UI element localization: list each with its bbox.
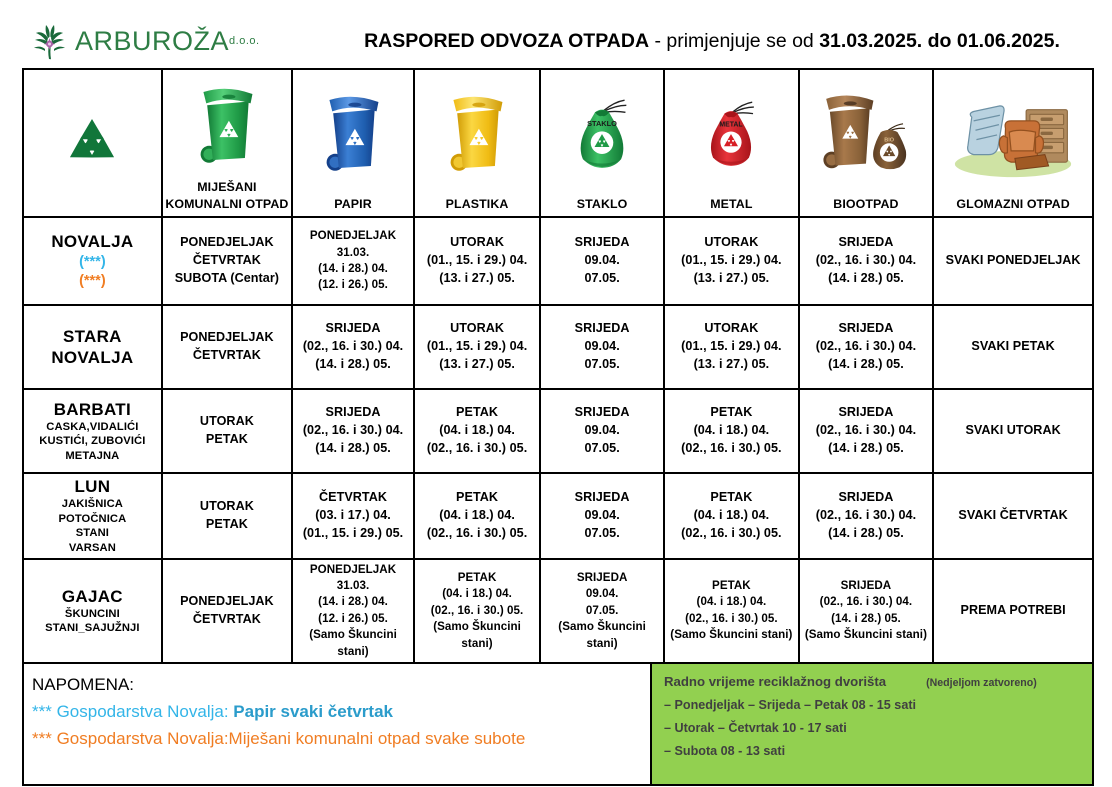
schedule-line: (02., 16. i 30.) 04. [815,339,917,354]
schedule-line: UTORAK [199,414,254,429]
schedule-cell-metal [664,559,799,664]
company-suffix: d.o.o. [229,35,260,47]
napomena-box [22,664,652,786]
napomena-blue-bold: Papir svaki četvrtak [233,701,393,721]
schedule-cell-metal [664,217,799,305]
location-cell [23,559,162,664]
header-label-mijesani: MIJEŠANI [197,179,257,194]
schedule-cell-biootpad [799,389,934,473]
schedule-line: (04. i 18.) 04. [439,507,515,522]
location-name: BARBATI [53,399,132,419]
schedule-line: (02., 16. i 30.) 04. [815,423,917,438]
schedule-line: (12. i 26.) 05. [318,278,388,292]
schedule-line: 31.03. [336,578,370,592]
schedule-line: SVAKI ČETVRTAK [958,507,1068,522]
schedule-line: (14. i 28.) 04. [318,262,388,275]
schedule-line: (01., 15. i 29.) 04. [681,339,782,354]
location-sublocation: VARSAN [68,541,116,554]
recycle-icon [26,74,159,212]
schedule-line: (Samo Škuncini stani) [804,628,927,642]
schedule-line: 07.05. [584,525,620,540]
schedule-cell-papir [292,389,414,473]
location-name: NOVALJA [51,348,134,367]
schedule-line: PREMA POTREBI [960,602,1066,617]
schedule-line: 09.04. [584,339,620,354]
location-sublocation: METAJNA [65,449,120,462]
plant-flower-logo-icon [26,18,72,64]
schedule-line: (02., 16. i 30.) 04. [819,595,913,609]
table-row [23,305,1093,389]
hours-title: Radno vrijeme reciklažnog dvorišta [664,674,887,690]
schedule-line: (04. i 18.) 04. [696,595,767,609]
schedule-line: PETAK [205,516,248,531]
schedule-line: PONEDJELJAK [309,562,397,576]
brown-wheelie-bin-icon [802,74,931,195]
schedule-line: (12. i 26.) 05. [318,611,388,625]
yellow-wheelie-bin-icon [417,74,537,195]
red-waste-bag-icon [667,74,796,195]
schedule-line: (02., 16. i 30.) 05. [430,603,524,617]
schedule-cell-papir [292,217,414,305]
schedule-line: SRIJEDA [574,235,630,250]
title-main: RASPORED ODVOZA OTPADA [364,29,650,52]
location-name: LUN [74,477,111,496]
page-header [0,0,1112,68]
date-join: do [922,29,957,52]
location-sublocation: STANI [75,527,109,540]
schedule-line: 07.05. [584,440,620,455]
schedule-cell-glomazni [933,305,1093,389]
schedule-line: (04. i 18.) 04. [693,423,770,438]
schedule-line: (13. i 27.) 05. [693,356,770,371]
schedule-cell-glomazni [933,473,1093,559]
schedule-cell-papir [292,305,414,389]
schedule-line: SRIJEDA [325,405,381,420]
location-sublocation: JAKIŠNICA POTOČNICA [58,498,127,525]
schedule-line: SRIJEDA [838,235,894,250]
schedule-line: 07.05. [584,356,620,371]
recycling-yard-hours-box [652,664,1094,786]
schedule-cell-papir [292,473,414,559]
schedule-line: (14. i 28.) 05. [828,440,904,455]
schedule-cell-staklo [540,389,664,473]
schedule-line: UTORAK [704,321,759,336]
schedule-line: (13. i 27.) 05. [439,356,515,371]
bulky-waste-furniture-icon [936,74,1090,195]
schedule-line: SVAKI UTORAK [965,423,1061,438]
hours-line-2: – Utorak – Četvrtak 10 - 17 sati [664,721,847,736]
schedule-cell-mijesani [162,389,292,473]
schedule-table [22,68,1094,664]
schedule-line: (14. i 28.) 05. [315,356,391,371]
location-sublocation: ŠKUNCINI [64,607,120,620]
schedule-line: 09.04. [584,507,620,522]
header-cell-metal [664,69,799,217]
schedule-line: SVAKI PONEDJELJAK [945,253,1081,268]
location-name: GAJAC [61,586,123,606]
schedule-cell-mijesani [162,305,292,389]
schedule-line: 07.05. [585,603,619,617]
schedule-line: (14. i 28.) 04. [318,595,388,609]
napomena-blue-prefix: *** Gospodarstva Novalja: [32,701,234,721]
table-row [23,217,1093,305]
schedule-line: ČETVRTAK [192,253,261,268]
schedule-cell-metal [664,473,799,559]
schedule-line: PETAK [456,489,499,504]
schedule-line: SRIJEDA [838,405,894,420]
schedule-cell-glomazni [933,389,1093,473]
header-label-staklo: STAKLO [576,196,628,211]
schedule-line: SRIJEDA [838,489,894,504]
location-sublocation: KUSTIĆI, ZUBOVIĆI [39,435,146,448]
header-label-papir: PAPIR [334,196,372,211]
header-label-metal: METAL [710,196,753,211]
header-label-plastika: PLASTIKA [445,196,509,211]
schedule-line: (14. i 28.) 05. [315,440,391,455]
schedule-cell-biootpad [799,559,934,664]
hours-closed-note: (Nedjeljom zatvoreno) [926,677,1037,690]
company-logo [26,18,356,64]
schedule-cell-plastika [414,559,540,664]
schedule-line: PONEDJELJAK [309,229,397,243]
green-waste-bag-icon [543,74,661,195]
schedule-line: (01., 15. i 29.) 04. [426,253,528,268]
schedule-line: (02., 16. i 30.) 04. [815,253,917,268]
schedule-line: PETAK [712,578,751,592]
schedule-cell-mijesani [162,473,292,559]
schedule-line: UTORAK [450,321,505,336]
schedule-cell-mijesani [162,559,292,664]
schedule-cell-staklo [540,217,664,305]
svg-text:METAL: METAL [719,122,744,130]
schedule-line: PONEDJELJAK [180,330,274,345]
schedule-line: 09.04. [585,587,619,601]
schedule-cell-plastika [414,473,540,559]
svg-text:BIO: BIO [884,137,895,144]
schedule-cell-plastika [414,305,540,389]
header-cell-glomazni [933,69,1093,217]
schedule-line: (02., 16. i 30.) 04. [815,507,917,522]
date-from: 31.03.2025. [819,29,923,52]
schedule-line: UTORAK [704,235,759,250]
schedule-line: (01., 15. i 29.) 04. [426,339,528,354]
green-wheelie-bin-icon [165,74,289,178]
schedule-line: SUBOTA (Centar) [174,270,280,285]
location-cell [23,389,162,473]
location-sublocation: STANI_SAJUŽNJI [45,622,140,635]
header-cell-mijesani [162,69,292,217]
schedule-line: (01., 15. i 29.) 04. [681,253,782,268]
napomena-title: NAPOMENA: [32,675,135,695]
schedule-line: (02., 16. i 30.) 05. [681,525,782,540]
schedule-line: (14. i 28.) 05. [828,525,904,540]
schedule-line: UTORAK [199,498,254,513]
header-cell-location [23,69,162,217]
schedule-line: (02., 16. i 30.) 05. [681,440,782,455]
location-cell [23,473,162,559]
schedule-line: ČETVRTAK [192,611,261,626]
schedule-line: PONEDJELJAK [180,235,274,250]
schedule-line: SRIJEDA [574,321,630,336]
schedule-line: SVAKI PETAK [971,339,1055,354]
table-header-row [23,69,1093,217]
location-cell [23,217,162,305]
schedule-line: (03. i 17.) 04. [315,507,391,522]
schedule-line: (04. i 18.) 04. [442,587,512,601]
schedule-cell-staklo [540,305,664,389]
schedule-cell-metal [664,305,799,389]
schedule-line: ČETVRTAK [192,348,261,362]
schedule-line: 31.03. [336,245,370,259]
table-row [23,559,1093,664]
title-connector: - primjenjuje se od [649,29,820,52]
schedule-line: PETAK [710,405,753,420]
schedule-line: (14. i 28.) 05. [828,356,904,371]
location-marker: (***) [79,272,106,289]
schedule-cell-staklo [540,559,664,664]
hours-line-1: – Ponedjeljak – Srijeda – Petak 08 - 15 sati [664,698,917,713]
schedule-cell-plastika [414,389,540,473]
schedule-line: (Samo Škuncini stani) [558,620,646,650]
schedule-line: (02., 16. i 30.) 05. [426,525,528,540]
schedule-cell-plastika [414,217,540,305]
bottom-section [0,664,1112,786]
schedule-line: SRIJEDA [325,321,381,336]
schedule-table-body [23,69,1093,663]
schedule-line: 09.04. [584,253,620,268]
header-cell-staklo [540,69,664,217]
schedule-cell-glomazni [933,217,1093,305]
schedule-line: PONEDJELJAK [180,593,274,608]
schedule-line: 07.05. [584,270,620,285]
header-label-glomazni: GLOMAZNI OTPAD [956,196,1070,211]
schedule-cell-biootpad [799,217,934,305]
schedule-line: (Samo Škuncini stani) [433,620,521,650]
schedule-line: (02., 16. i 30.) 05. [685,611,778,625]
hours-line-3: – Subota 08 - 13 sati [664,744,786,759]
location-cell [23,305,162,389]
schedule-line: ČETVRTAK [319,489,388,504]
schedule-line: SRIJEDA [576,570,628,584]
schedule-line: (02., 16. i 30.) 04. [302,339,404,354]
schedule-table-wrapper [0,68,1112,664]
schedule-cell-mijesani [162,217,292,305]
schedule-cell-biootpad [799,473,934,559]
header-label-mijesani-line2: KOMUNALNI OTPAD [165,196,289,211]
company-name: ARBUROŽA [75,25,230,56]
header-cell-papir [292,69,414,217]
schedule-line: SRIJEDA [574,405,630,420]
location-name: STARA [62,326,122,346]
schedule-line: PETAK [205,432,248,446]
schedule-line: (14. i 28.) 05. [831,611,901,625]
header-cell-plastika [414,69,540,217]
location-marker: (***) [79,253,106,270]
schedule-line: PETAK [457,570,497,584]
schedule-line: (Samo Škuncini stani) [309,628,397,658]
schedule-line: SRIJEDA [840,578,892,592]
schedule-line: PETAK [710,489,753,504]
schedule-line: (01., 15. i 29.) 05. [302,525,404,540]
schedule-cell-biootpad [799,305,934,389]
napomena-note-orange: *** Gospodarstva Novalja:Miješani komunalni otpad svake subote [32,729,526,749]
schedule-cell-glomazni [933,559,1093,664]
schedule-line: (13. i 27.) 05. [439,270,515,285]
page-title [356,30,1094,53]
schedule-cell-staklo [540,473,664,559]
schedule-cell-metal [664,389,799,473]
header-label-biootpad: BIOOTPAD [833,196,899,211]
schedule-line: UTORAK [450,235,505,250]
schedule-line: (04. i 18.) 04. [439,423,515,438]
hours-title-row [664,674,1082,689]
schedule-line: (13. i 27.) 05. [693,270,770,285]
blue-wheelie-bin-icon [295,74,411,195]
date-to: 01.06.2025. [956,29,1060,52]
schedule-line: PETAK [456,405,499,420]
schedule-line: (Samo Škuncini stani) [670,628,793,642]
location-sublocation: CASKA,VIDALIĆI [46,420,139,433]
schedule-line: 09.04. [584,423,620,438]
table-row [23,389,1093,473]
schedule-cell-papir [292,559,414,664]
svg-text:STAKLO: STAKLO [587,119,617,129]
schedule-line: SRIJEDA [838,321,894,336]
napomena-note-blue [32,698,648,726]
schedule-line: (02., 16. i 30.) 05. [426,440,528,455]
table-row [23,473,1093,559]
schedule-line: (04. i 18.) 04. [693,507,770,522]
schedule-line: SRIJEDA [574,489,630,504]
schedule-line: (14. i 28.) 05. [828,270,904,285]
location-name: NOVALJA [51,232,134,252]
schedule-line: (02., 16. i 30.) 04. [302,423,404,438]
header-cell-biootpad [799,69,934,217]
